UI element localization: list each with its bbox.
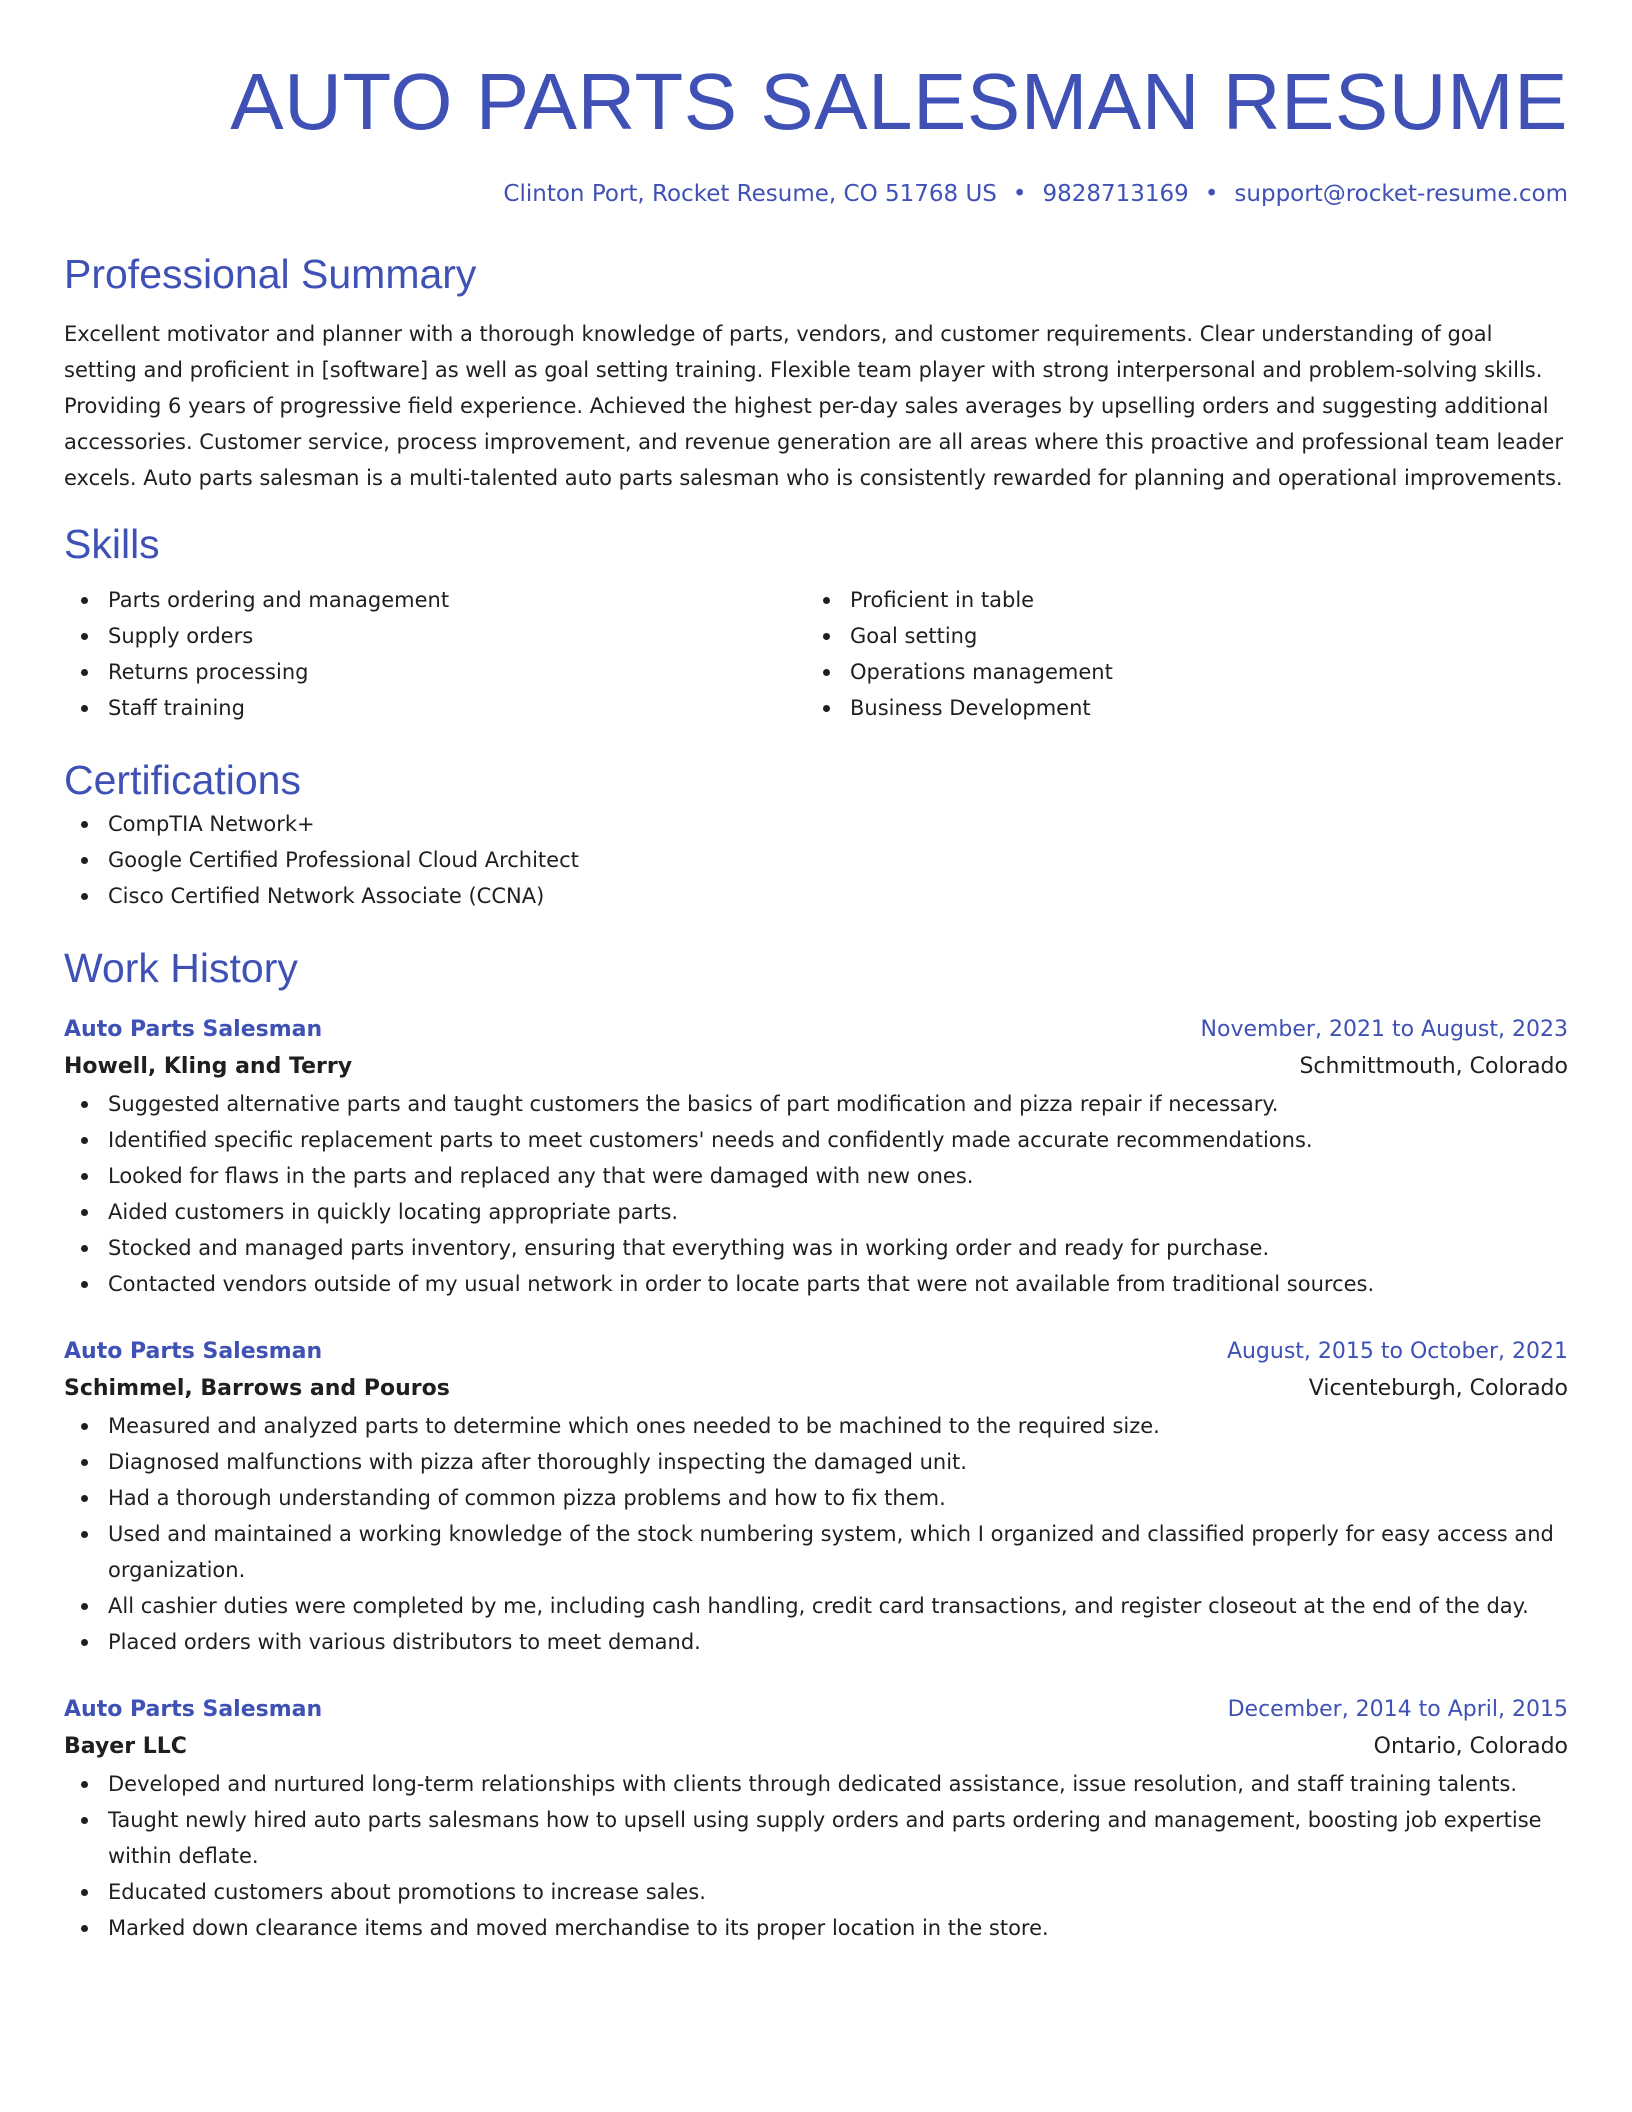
work-history-heading: Work History: [64, 945, 298, 991]
job-bullet-list: [64, 1408, 1568, 1660]
skill-item: Operations management: [806, 654, 1548, 690]
skill-item: Staff training: [64, 690, 806, 726]
job-bullet: Looked for flaws in the parts and replaced any that were damaged with new ones.: [64, 1158, 1568, 1194]
certification-item: Cisco Certified Network Associate (CCNA): [64, 878, 1568, 914]
job-bullet: Developed and nurtured long-term relationships with clients through dedicated assistance, issue resolution, and staff training talents.: [64, 1766, 1568, 1802]
job-dates: November, 2021 to August, 2023: [1200, 1017, 1568, 1042]
contact-address: Clinton Port, Rocket Resume, CO 51768 US: [503, 181, 997, 207]
job-bullet: Diagnosed malfunctions with pizza after thoroughly inspecting the damaged unit.: [64, 1444, 1568, 1480]
skills-column-right: [806, 582, 1548, 726]
resume-name: AUTO PARTS SALESMAN RESUME: [230, 57, 1568, 146]
job-title: Auto Parts Salesman: [64, 1339, 323, 1364]
job-dates: December, 2014 to April, 2015: [1227, 1697, 1568, 1722]
job-company: Schimmel, Barrows and Pouros: [64, 1376, 450, 1401]
job-entry: [64, 1692, 1568, 1946]
contact-separator: •: [1204, 181, 1219, 207]
skills-list-right: [806, 582, 1548, 726]
contact-phone[interactable]: 9828713169: [1042, 181, 1189, 207]
job-bullet: Placed orders with various distributors to meet demand.: [64, 1624, 1568, 1660]
job-bullet: Stocked and managed parts inventory, ensuring that everything was in working order and ready for purchase.: [64, 1230, 1568, 1266]
job-header-row: [64, 1692, 1568, 1728]
job-company-row: [64, 1728, 1568, 1766]
skills-grid: [64, 582, 1568, 726]
job-bullet: Used and maintained a working knowledge of the stock numbering system, which I organized and classified properly for easy access and organization.: [64, 1516, 1568, 1588]
skills-list-left: [64, 582, 806, 726]
certification-item: Google Certified Professional Cloud Architect: [64, 842, 1568, 878]
job-company: Howell, Kling and Terry: [64, 1054, 353, 1079]
summary-text: Excellent motivator and planner with a thorough knowledge of parts, vendors, and customer requirements. Clear understanding of goal setting and proficient in [software] as well as goal setting training. Flexible team player with strong interpersonal and problem-solving skills. Providing 6 years of progressive field experience. Achieved the highest per-day sales averages by upselling orders and suggesting additional accessories. Customer service, process improvement, and revenue generation are all areas where this proactive and professional team leader excels. Auto parts salesman is a multi-talented auto parts salesman who is consistently rewarded for planning and operational improvements.: [64, 322, 1563, 490]
skills-column-left: [64, 582, 806, 726]
skill-item: Parts ordering and management: [64, 582, 806, 618]
job-bullet: Marked down clearance items and moved merchandise to its proper location in the store.: [64, 1910, 1568, 1946]
job-location: Vicenteburgh, Colorado: [1308, 1376, 1568, 1401]
skill-item: Goal setting: [806, 618, 1548, 654]
job-header-row: [64, 1334, 1568, 1370]
job-company-row: [64, 1370, 1568, 1408]
contact-email[interactable]: support@rocket-resume.com: [1234, 181, 1568, 207]
job-bullet: All cashier duties were completed by me, including cash handling, credit card transactions, and register closeout at the end of the day.: [64, 1588, 1568, 1624]
job-company-row: [64, 1048, 1568, 1086]
skill-item: Returns processing: [64, 654, 806, 690]
skills-section: [64, 518, 1568, 726]
job-location: Ontario, Colorado: [1373, 1734, 1568, 1759]
job-bullet: Measured and analyzed parts to determine which ones needed to be machined to the required size.: [64, 1408, 1568, 1444]
certifications-list: [64, 806, 1568, 914]
job-header-row: [64, 1012, 1568, 1048]
job-dates: August, 2015 to October, 2021: [1226, 1339, 1568, 1364]
skill-item: Business Development: [806, 690, 1548, 726]
job-bullet: Contacted vendors outside of my usual network in order to locate parts that were not available from traditional sources.: [64, 1266, 1568, 1302]
job-company: Bayer LLC: [64, 1734, 187, 1759]
job-location: Schmittmouth, Colorado: [1299, 1054, 1568, 1079]
certification-item: CompTIA Network+: [64, 806, 1568, 842]
contact-line: [64, 178, 1568, 210]
certifications-section: [64, 754, 1568, 914]
job-bullet: Educated customers about promotions to increase sales.: [64, 1874, 1568, 1910]
job-bullet-list: [64, 1086, 1568, 1302]
skill-item: Supply orders: [64, 618, 806, 654]
summary-section: [64, 248, 1568, 496]
certifications-heading: Certifications: [64, 757, 301, 803]
summary-heading: Professional Summary: [64, 251, 477, 297]
job-bullet: Taught newly hired auto parts salesmans how to upsell using supply orders and parts ordering and management, boosting job expertise within deflate.: [64, 1802, 1568, 1874]
work-history-section: [64, 942, 1568, 1946]
job-bullet: Had a thorough understanding of common pizza problems and how to fix them.: [64, 1480, 1568, 1516]
job-bullet: Identified specific replacement parts to meet customers' needs and confidently made accurate recommendations.: [64, 1122, 1568, 1158]
job-bullet: Aided customers in quickly locating appropriate parts.: [64, 1194, 1568, 1230]
resume-header: [64, 0, 1568, 210]
contact-separator: •: [1012, 181, 1027, 207]
skills-heading: Skills: [64, 521, 160, 567]
job-entry: [64, 1012, 1568, 1302]
job-bullet: Suggested alternative parts and taught customers the basics of part modification and pizza repair if necessary.: [64, 1086, 1568, 1122]
job-bullet-list: [64, 1766, 1568, 1946]
job-entry: [64, 1334, 1568, 1660]
job-title: Auto Parts Salesman: [64, 1697, 323, 1722]
skill-item: Proficient in table: [806, 582, 1548, 618]
job-title: Auto Parts Salesman: [64, 1017, 323, 1042]
